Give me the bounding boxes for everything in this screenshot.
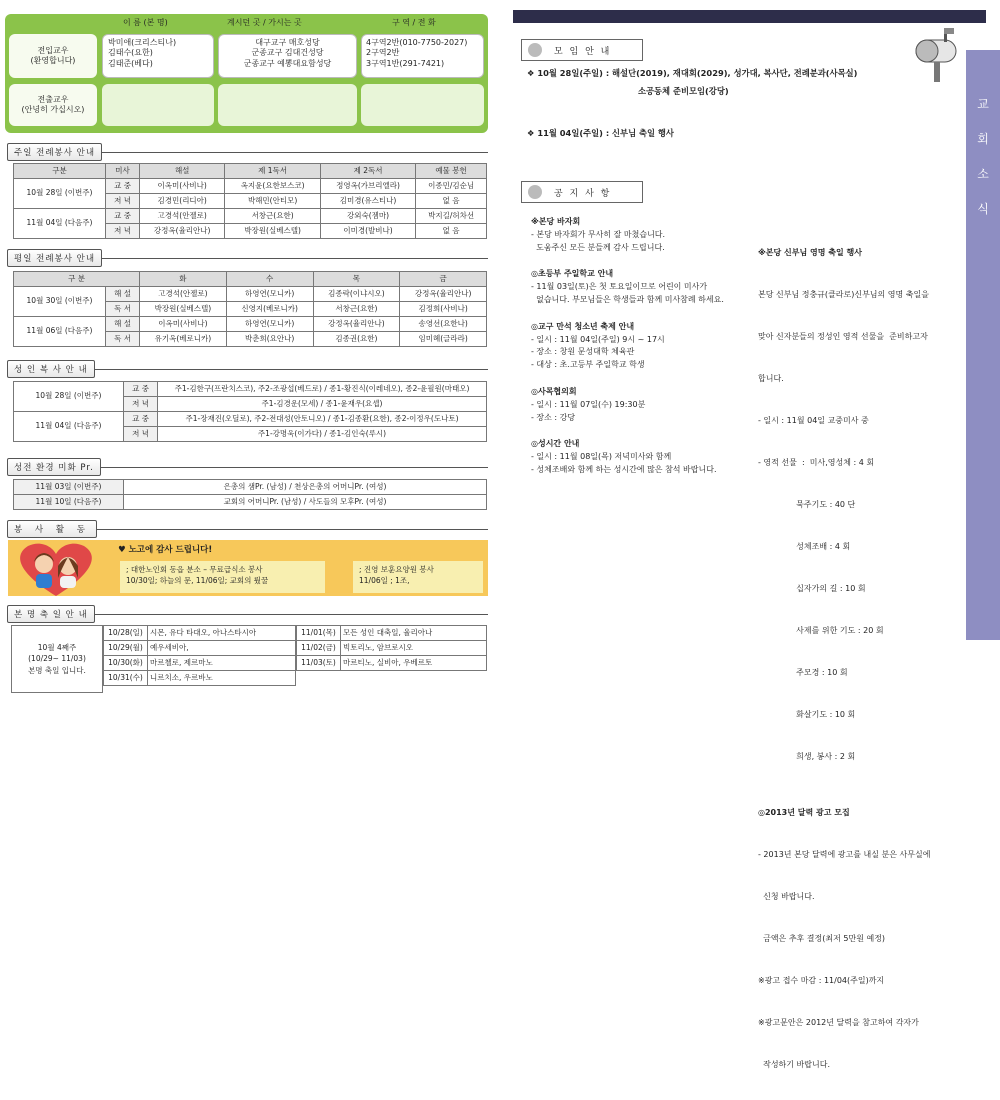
- church-news-tab: [966, 50, 1000, 640]
- notice-line: 금액은 추후 결정(최저 5만원 예정): [758, 934, 886, 943]
- table-cell: 박장원(실베스텔): [140, 302, 227, 317]
- notice-line: 도움주신 모든 분들께 감사 드립니다.: [531, 242, 665, 252]
- feast-date: 10/29(월): [104, 641, 148, 656]
- table-cell: 강정옥(율리안나): [140, 224, 225, 239]
- service-card-2-line-2: 11/06일 ; 1조,: [359, 576, 410, 586]
- sunday-section: [7, 143, 488, 161]
- in-places: 대구교구 매호성당 군종교구 김대건성당 군종교구 예뽕대요함성당: [218, 34, 357, 78]
- table-cell: 주1-김경운(모세) / 종1-윤재우(요셉): [158, 397, 487, 412]
- table-cell: 강외숙(젬마): [320, 209, 415, 224]
- header-cell: 목: [313, 272, 400, 287]
- table-cell: 주1-김한구(프란치스코), 주2-조광섭(베드로) / 종1-황진식(이레네오), 종2-윤필원(마태오): [158, 382, 487, 397]
- notice-line: - 일시 : 11월 04일 교중미사 중: [758, 416, 869, 425]
- prayer-table: [13, 479, 487, 510]
- weekday-table-wrap: [13, 271, 487, 347]
- table-cell: 은총의 샘Pr. (남성) / 천상은총의 어머니Pr. (여성): [124, 480, 487, 495]
- role-cell: 독 서: [106, 302, 140, 317]
- intro-header-place: 계시던 곳 / 가시는 곳: [227, 18, 302, 27]
- service-card-1: [120, 561, 325, 593]
- feast-date: 11/02(금): [297, 641, 341, 656]
- role-cell: 해 설: [106, 287, 140, 302]
- notice-line: - 일시 : 11월 07일(수) 19:30분: [531, 399, 646, 409]
- intro-header-zone: 구 역 / 전 화: [392, 18, 436, 27]
- notice-line: - 장소 : 창원 문성대학 체육관: [531, 347, 635, 357]
- service-title: 봉 사 활 동: [7, 520, 97, 538]
- out-places: [218, 84, 357, 126]
- service-section: [7, 520, 488, 538]
- feast-date: 10/31(수): [104, 671, 148, 686]
- meeting-title: 모 임 안 내: [554, 46, 612, 57]
- meeting-box: [521, 39, 643, 61]
- table-cell: 강정옥(율리안나): [400, 287, 487, 302]
- top-bar: [513, 10, 986, 23]
- header-cell: 제 1독서: [225, 164, 320, 179]
- prayer-table-wrap: [13, 479, 487, 510]
- notice-left-column: [531, 216, 724, 477]
- header-cell: 구분: [14, 164, 106, 179]
- feast-left-wrap: [103, 625, 296, 686]
- notice-line: - 일시 : 11월 08일(목) 저녁미사와 함께: [531, 452, 672, 462]
- adult-table: [13, 381, 487, 442]
- news-panel: [513, 10, 989, 1069]
- adult-section: [7, 360, 488, 378]
- notice-line: 본당 신부님 정충규(클라로)신부님의 영명 축일을: [758, 290, 929, 299]
- feast-names: 모든 성인 대축일, 율리아나: [341, 626, 487, 641]
- in-names: 박미애(크리스티나) 김태수(요한) 김태준(베다): [102, 34, 214, 78]
- notice-line: 합니다.: [758, 374, 784, 383]
- table-cell: 없 음: [416, 224, 487, 239]
- header-cell: 금: [400, 272, 487, 287]
- header-cell: 미사: [106, 164, 140, 179]
- mass-cell: 교 중: [106, 179, 140, 194]
- notice-heading: ◎2013년 달력 광고 모집: [758, 808, 850, 817]
- notice-line: 사제를 위한 기도 : 20 회: [758, 626, 884, 635]
- date-cell: 11월 03일 (이번주): [14, 480, 124, 495]
- mass-cell: 저 녁: [124, 427, 158, 442]
- notice-heading: ◎사목협의회: [531, 386, 577, 396]
- out-zones: [361, 84, 484, 126]
- sunday-table-wrap: [13, 163, 487, 239]
- feast-label: 10월 4째주 (10/29~ 11/03) 본명 축일 입니다.: [11, 625, 103, 693]
- notice-heading: ◎교구 만석 청소년 축제 안내: [531, 321, 635, 331]
- notice-line: 화살기도 : 10 회: [758, 710, 856, 719]
- mass-cell: 저 녁: [124, 397, 158, 412]
- notice-line: - 장소 : 강당: [531, 412, 576, 422]
- service-panel: [8, 540, 488, 596]
- notice-line: 주모경 : 10 회: [758, 668, 848, 677]
- notice-heading: ※본당 바자회: [531, 217, 581, 226]
- tab-char: 교: [977, 97, 989, 111]
- service-card-1-line-2: 10/30일; 하늘의 문, 11/06일; 교회의 뤘꿀: [126, 576, 269, 586]
- feast-date: 11/03(토): [297, 656, 341, 671]
- table-cell: 하영연(모니카): [226, 317, 313, 332]
- table-cell: 서창근(요한): [313, 302, 400, 317]
- table-cell: 고경석(안젤로): [140, 209, 225, 224]
- header-cell: 화: [140, 272, 227, 287]
- in-zones: 4구역2반(010-7750-2027) 2구역2반 3구역1반(291-7421): [361, 34, 484, 78]
- table-cell: 이옥미(사비나): [140, 179, 225, 194]
- meeting-line-3: ❖ 11월 04일(주일) : 신부님 축일 행사: [527, 128, 674, 138]
- feast-right-table: [296, 625, 487, 686]
- table-cell: 김정희(사비나): [400, 302, 487, 317]
- table-cell: 교회의 어머니Pr. (남성) / 사도들의 모후Pr. (여성): [124, 495, 487, 510]
- meeting-line-1: ❖ 10월 28일(주일) : 해설단(2019), 재대회(2029), 성가대, 복사단, 전례분과(사목실): [527, 68, 858, 78]
- prayer-title: 성전 환경 미화 Pr.: [7, 458, 101, 476]
- weekday-table: [13, 271, 487, 347]
- date-cell: 11월 10일 (다음주): [14, 495, 124, 510]
- table-cell: 이미경(발비나): [320, 224, 415, 239]
- weekday-section: [7, 249, 488, 267]
- feast-section: [7, 605, 488, 623]
- mass-cell: 교 중: [124, 412, 158, 427]
- feast-names: 마르티노, 실비아, 우베르토: [341, 656, 487, 671]
- notice-heading: ※본당 신부님 영명 축일 행사: [758, 248, 862, 257]
- table-cell: 서창근(요한): [225, 209, 320, 224]
- table-cell: 김경민(리디아): [140, 194, 225, 209]
- feast-names: 빅토리노, 암브로시오: [341, 641, 487, 656]
- meeting-line-2: 소공동체 준비모임(강당): [638, 86, 729, 96]
- table-cell: 김종권(요한): [313, 332, 400, 347]
- notice-line: 묵주기도 : 40 단: [758, 500, 856, 509]
- notice-line: - 영적 선물 : 미사,영성체 : 4 회: [758, 458, 875, 467]
- adult-title: 성 인 복 사 안 내: [7, 360, 95, 378]
- notice-line: 맞아 신자분들의 정성인 영적 선물을 준비하고자: [758, 332, 928, 341]
- header-cell: 예물 봉헌: [416, 164, 487, 179]
- date-cell: 10월 28일 (이번주): [14, 382, 124, 412]
- table-cell: 김종락(이냐시오): [313, 287, 400, 302]
- table-cell: 김미경(유스티나): [320, 194, 415, 209]
- adult-table-wrap: [13, 381, 487, 442]
- mass-cell: 저 녁: [106, 224, 140, 239]
- notice-line: ※광고 접수 마감 : 11/04(주일)까지: [758, 976, 885, 985]
- table-cell: 박해민(안티모): [225, 194, 320, 209]
- feast-names: 마르첼로, 제르마노: [148, 656, 296, 671]
- date-cell: 11월 04일 (다음주): [14, 412, 124, 442]
- notice-line: 십자가의 길 : 10 회: [758, 584, 866, 593]
- notice-heading: ◎초등부 주일학교 안내: [531, 269, 614, 279]
- table-cell: 주1-장재진(오딜로), 주2-전대성(안토니오) / 종1-김종환(요한), 종2-이정우(도나토): [158, 412, 487, 427]
- feast-names: 시몬, 유다 타대오, 아나스타시아: [148, 626, 296, 641]
- meeting-icon: [528, 43, 542, 57]
- weekday-title: 평일 전례봉사 안내: [7, 249, 102, 267]
- empty-cell: [341, 671, 487, 686]
- in-label: 전입교우 (환영합니다): [9, 34, 97, 78]
- feast-title: 본 명 축 일 안 내: [7, 605, 95, 623]
- table-cell: 신영지(베로니카): [226, 302, 313, 317]
- tab-char: 회: [977, 132, 989, 146]
- table-cell: 고경석(안젤로): [140, 287, 227, 302]
- notice-line: 작성하기 바랍니다.: [758, 1060, 830, 1069]
- role-cell: 해 설: [106, 317, 140, 332]
- notice-line: - 성체조배와 함께 하는 성시간에 많은 참석 바랍니다.: [531, 464, 717, 474]
- table-cell: 박춘희(요안나): [226, 332, 313, 347]
- intro-panel: [5, 14, 488, 133]
- feast-right-wrap: [296, 625, 487, 686]
- notice-line: 없습니다. 부모님들은 학생들과 함께 미사참례 하세요.: [531, 294, 724, 304]
- notice-line: - 11월 03일(토)은 첫 토요일이므로 어린이 미사가: [531, 282, 708, 292]
- notice-line: 희생, 봉사 : 2 회: [758, 752, 856, 761]
- sunday-title: 주일 전례봉사 안내: [7, 143, 102, 161]
- notice-box: [521, 181, 643, 203]
- table-cell: 유기옥(베로니카): [140, 332, 227, 347]
- header-cell: 수: [226, 272, 313, 287]
- tab-char: 식: [977, 202, 989, 216]
- table-cell: 옥지윤(요한보스코): [225, 179, 320, 194]
- feast-date: 10/30(화): [104, 656, 148, 671]
- out-label: 전출교우 (안녕히 가십시오): [9, 84, 97, 126]
- notice-line: - 본당 바자회가 무사히 잘 마쳤습니다.: [531, 229, 666, 239]
- table-cell: 박장원(실베스텔): [225, 224, 320, 239]
- feast-date: 11/01(목): [297, 626, 341, 641]
- table-cell: 정영옥(가브리엘라): [320, 179, 415, 194]
- notice-title: 공 지 사 항: [554, 188, 612, 199]
- feast-names: 니르치소, 우르바노: [148, 671, 296, 686]
- service-card-2-line-1: ; 진영 보훈요양원 봉사: [359, 565, 434, 574]
- header-cell: 해설: [140, 164, 225, 179]
- table-cell: 이종민/김순님: [416, 179, 487, 194]
- notice-line: ※광고문안은 2012년 달력을 참고하여 각자가: [758, 1018, 919, 1027]
- date-cell: 10월 30일 (이번주): [14, 287, 106, 317]
- table-cell: 주1-강명욱(이가다) / 종1-김인숙(루시): [158, 427, 487, 442]
- thanks-text: ♥ 노고에 감사 드립니다!: [118, 545, 213, 555]
- prayer-section: [7, 458, 488, 476]
- table-cell: 없 음: [416, 194, 487, 209]
- service-card-2: [353, 561, 483, 593]
- sunday-table: [13, 163, 487, 239]
- table-cell: 강정옥(율리안나): [313, 317, 400, 332]
- feast-names: 예우세비아,: [148, 641, 296, 656]
- date-cell: 11월 06일 (다음주): [14, 317, 106, 347]
- notice-line: - 대상 : 초.고등부 주일학교 학생: [531, 360, 645, 370]
- mailbox-icon: [908, 26, 968, 84]
- feast-date: 10/28(일): [104, 626, 148, 641]
- tab-char: 소: [977, 167, 989, 181]
- mass-cell: 교 중: [124, 382, 158, 397]
- mass-cell: 교 중: [106, 209, 140, 224]
- intro-header-name: 이 름 (본 명): [123, 18, 168, 27]
- notice-line: 성체조배 : 4 회: [758, 542, 851, 551]
- table-cell: 이옥미(사비나): [140, 317, 227, 332]
- header-cell: 구 분: [14, 272, 140, 287]
- service-card-1-line-1: ; 대한노인회 동읍 분소 – 무료급식소 봉사: [126, 565, 263, 574]
- date-cell: 10월 28일 (이번주): [14, 179, 106, 209]
- date-cell: 11월 04일 (다음주): [14, 209, 106, 239]
- table-cell: 임미혜(글라라): [400, 332, 487, 347]
- table-cell: 하영연(모니카): [226, 287, 313, 302]
- notice-heading: ◎성시간 안내: [531, 439, 580, 449]
- feast-left-table: [103, 625, 296, 686]
- table-cell: 송영선(요한나): [400, 317, 487, 332]
- empty-cell: [297, 671, 341, 686]
- role-cell: 독 서: [106, 332, 140, 347]
- notice-icon: [528, 185, 542, 199]
- mass-cell: 저 녁: [106, 194, 140, 209]
- notice-right-column: [758, 218, 930, 1100]
- couple-heart-illustration: [10, 538, 102, 600]
- table-cell: 박지길/허차선: [416, 209, 487, 224]
- notice-line: - 2013년 본당 달력에 광고를 내실 분은 사무실에: [758, 850, 931, 859]
- header-cell: 제 2독서: [320, 164, 415, 179]
- notice-line: 신청 바랍니다.: [758, 892, 815, 901]
- out-names: [102, 84, 214, 126]
- notice-line: - 일시 : 11월 04일(주일) 9시 ~ 17시: [531, 334, 665, 344]
